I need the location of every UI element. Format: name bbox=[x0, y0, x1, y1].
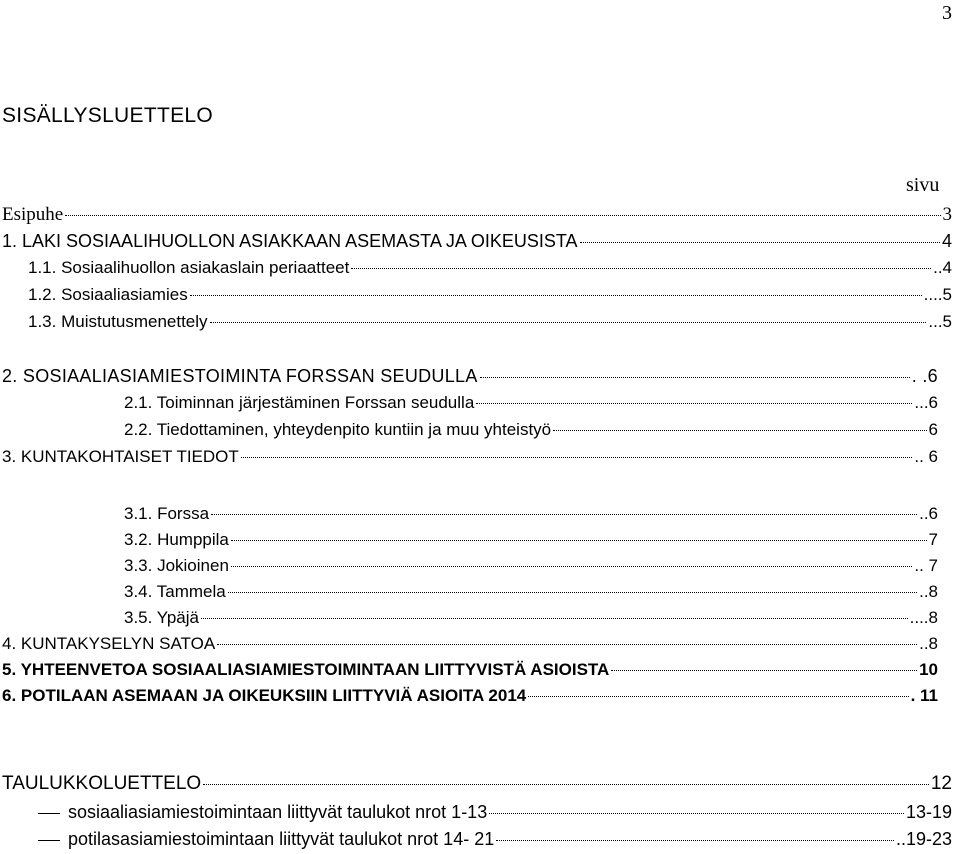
toc-label: 3.4. Tammela bbox=[124, 582, 226, 601]
toc-entry-chapter-6 bbox=[2, 684, 938, 708]
leader-dots bbox=[528, 695, 908, 697]
page-title: SISÄLLYSLUETTELO bbox=[2, 104, 213, 127]
toc-label: 6. POTILAAN ASEMAAN JA OIKEUKSIIN LIITTYVIÄ ASIOITA 2014 bbox=[2, 686, 527, 705]
tables-item-page: ..19-23 bbox=[895, 829, 952, 849]
leader-dots bbox=[201, 617, 908, 619]
toc-label: 3.2. Humppila bbox=[124, 530, 229, 549]
toc-entry-chapter-2 bbox=[2, 364, 938, 388]
toc-label: 3.3. Jokioinen bbox=[124, 556, 229, 575]
tables-heading-label: TAULUKKOLUETTELO bbox=[2, 773, 202, 794]
toc-label: 2.1. Toiminnan järjestäminen Forssan seudulla bbox=[124, 393, 475, 412]
tables-item-label: potilasasiamiestoimintaan liittyvät taulukot nrot 14- 21 bbox=[68, 829, 495, 849]
tables-item-page: 13-19 bbox=[905, 802, 952, 822]
toc-entry-3-2 bbox=[124, 528, 938, 552]
toc-label: 3.1. Forssa bbox=[124, 504, 210, 523]
toc-page: ..8 bbox=[919, 634, 938, 653]
leader-dots bbox=[231, 565, 912, 567]
leader-dots bbox=[217, 643, 917, 645]
page-number: 3 bbox=[942, 2, 952, 24]
leader-dots bbox=[210, 321, 927, 323]
toc-label: 1.2. Sosiaaliasiamies bbox=[28, 285, 188, 304]
toc-entry-3-1 bbox=[124, 502, 938, 526]
leader-dots bbox=[211, 513, 917, 515]
toc-label: 1.1. Sosiaalihuollon asiakaslain periaatteet bbox=[28, 258, 350, 277]
leader-dots bbox=[228, 591, 917, 593]
leader-dots bbox=[496, 839, 894, 841]
toc-label: Esipuhe bbox=[2, 204, 64, 225]
leader-dots bbox=[489, 812, 904, 814]
toc-label: 3.5. Ypäjä bbox=[124, 608, 199, 627]
toc-entry-chapter-1 bbox=[2, 229, 952, 253]
toc-page: .. 6 bbox=[914, 447, 938, 466]
tables-item-label: sosiaaliasiamiestoimintaan liittyvät taulukot nrot 1-13 bbox=[68, 802, 488, 822]
toc-page: .. 7 bbox=[914, 556, 938, 575]
toc-page: . 11 bbox=[910, 686, 938, 705]
leader-dots bbox=[480, 376, 910, 378]
toc-entry-1-1 bbox=[28, 256, 952, 280]
sivu-label: sivu bbox=[906, 174, 940, 196]
leader-dots bbox=[351, 267, 931, 269]
dash-bullet bbox=[30, 827, 68, 851]
tables-heading bbox=[2, 772, 952, 796]
toc-entry-esipuhe bbox=[2, 203, 952, 227]
toc-page: ...6 bbox=[914, 393, 938, 412]
tables-item-2 bbox=[30, 827, 952, 851]
toc-page: ..8 bbox=[919, 582, 938, 601]
toc-page: 7 bbox=[928, 530, 938, 549]
toc-entry-1-3 bbox=[28, 310, 952, 334]
toc-entry-3-3 bbox=[124, 554, 938, 578]
leader-dots bbox=[611, 669, 917, 671]
leader-dots bbox=[553, 429, 926, 431]
toc-page: ....8 bbox=[909, 608, 938, 627]
toc-entry-2-2 bbox=[124, 418, 938, 442]
leader-dots bbox=[580, 241, 940, 243]
toc-label: 1. LAKI SOSIAALIHUOLLON ASIAKKAAN ASEMASTA JA OIKEUSISTA bbox=[2, 231, 578, 251]
toc-entry-3-5 bbox=[124, 606, 938, 630]
toc-entry-3-4 bbox=[124, 580, 938, 604]
toc-entry-chapter-4 bbox=[2, 632, 938, 656]
toc-entry-chapter-5 bbox=[2, 658, 938, 682]
leader-dots bbox=[476, 402, 912, 404]
toc-page: 4 bbox=[941, 231, 952, 251]
tables-item-1 bbox=[30, 800, 952, 824]
toc-page: ....5 bbox=[923, 285, 952, 304]
toc-label: 2.2. Tiedottaminen, yhteydenpito kuntiin ja muu yhteistyö bbox=[124, 420, 552, 439]
toc-label: 4. KUNTAKYSELYN SATOA bbox=[2, 634, 216, 653]
toc-entry-2-1 bbox=[124, 391, 938, 415]
toc-page: ..4 bbox=[933, 258, 952, 277]
toc-page: 10 bbox=[919, 660, 938, 679]
toc-page: ..6 bbox=[919, 504, 938, 523]
dash-bullet bbox=[30, 800, 68, 824]
toc-entry-1-2 bbox=[28, 283, 952, 307]
leader-dots bbox=[65, 214, 940, 216]
toc-label: 1.3. Muistutusmenettely bbox=[28, 312, 208, 331]
toc-page: ...5 bbox=[928, 312, 952, 331]
toc-entry-chapter-3 bbox=[2, 445, 938, 469]
toc-page: 3 bbox=[942, 204, 952, 225]
tables-heading-page: 12 bbox=[930, 773, 952, 794]
toc-page: . .6 bbox=[911, 366, 938, 386]
toc-page: 6 bbox=[928, 420, 938, 439]
toc-label: 3. KUNTAKOHTAISET TIEDOT bbox=[2, 447, 239, 466]
leader-dots bbox=[241, 456, 913, 458]
toc-label: 2. SOSIAALIASIAMIESTOIMINTA FORSSAN SEUDULLA bbox=[2, 366, 478, 386]
toc-label: 5. YHTEENVETOA SOSIAALIASIAMIESTOIMINTAAN LIITTYVISTÄ ASIOISTA bbox=[2, 660, 610, 679]
leader-dots bbox=[203, 783, 929, 785]
leader-dots bbox=[231, 539, 927, 541]
leader-dots bbox=[190, 294, 922, 296]
